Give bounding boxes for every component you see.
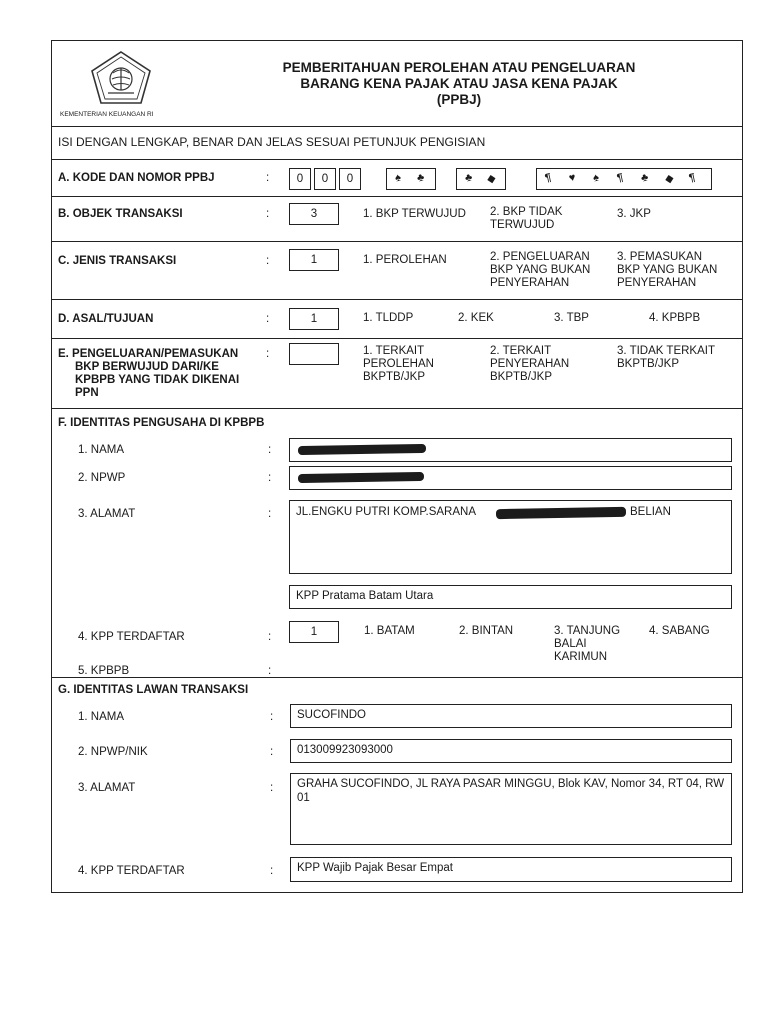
f-kpbpb-box[interactable]: 1	[289, 621, 339, 643]
f-nama-field[interactable]	[289, 438, 732, 462]
g-nama-value: SUCOFINDO	[297, 709, 366, 721]
redacted-glyph: ♠	[393, 171, 403, 185]
asal-option-3: 3. TBP	[554, 312, 589, 324]
code-segment-1[interactable]	[386, 168, 436, 190]
section-d-colon: :	[266, 313, 270, 325]
f-nama-label: 1. NAMA	[78, 444, 125, 456]
asal-option-2: 2. KEK	[458, 312, 494, 324]
g-alamat-field[interactable]: GRAHA SUCOFINDO, JL RAYA PASAR MINGGU, Blok KAV, Nomor 34, RT 04, RW 01	[290, 773, 732, 845]
redacted-glyph: ¶	[687, 171, 697, 185]
kpbpb-option-3a: 3. TANJUNG	[554, 625, 621, 637]
pengeluaran-option-1c: BKPTB/JKP	[363, 371, 425, 383]
f-kpp-field[interactable]	[289, 585, 732, 609]
redaction-mark	[298, 444, 426, 455]
g-nama-label: 1. NAMA	[78, 711, 125, 723]
code-digit-box-3[interactable]: 0	[339, 168, 361, 190]
section-c-label: C. JENIS TRANSAKSI	[58, 255, 177, 267]
pengeluaran-option-2c: BKPTB/JKP	[490, 371, 552, 383]
g-npwp-field[interactable]	[290, 739, 732, 763]
f-nama-colon: :	[268, 444, 272, 456]
section-e-colon: :	[266, 348, 270, 360]
f-alamat-label: 3. ALAMAT	[78, 508, 136, 520]
asal-option-1: 1. TLDDP	[363, 312, 414, 324]
pengeluaran-option-3a: 3. TIDAK TERKAIT	[617, 345, 715, 357]
f-kpp-value: KPP Pratama Batam Utara	[296, 590, 434, 602]
redacted-glyph: ♠	[591, 171, 601, 185]
jenis-option-2b: BKP YANG BUKAN	[490, 264, 591, 276]
g-npwp-value: 013009923093000	[297, 744, 393, 756]
f-npwp-field[interactable]	[289, 466, 732, 490]
jenis-transaksi-box[interactable]: 1	[289, 249, 339, 271]
form-title-line2: BARANG KENA PAJAK ATAU JASA KENA PAJAK	[300, 76, 618, 91]
f-alamat-text-start: JL.ENGKU PUTRI KOMP.SARANA	[296, 506, 476, 518]
asal-option-4: 4. KPBPB	[649, 312, 701, 324]
instruction-text: ISI DENGAN LENGKAP, BENAR DAN JELAS SESUAI PETUNJUK PENGISIAN	[58, 135, 486, 149]
ministry-label: KEMENTERIAN KEUANGAN RI	[60, 111, 154, 118]
section-c-colon: :	[266, 255, 270, 267]
g-nama-field[interactable]	[290, 704, 732, 728]
emblem-icon	[86, 49, 156, 107]
section-e-label-1: E. PENGELUARAN/PEMASUKAN	[58, 348, 239, 360]
ppbj-form	[51, 40, 743, 893]
section-a-label: A. KODE DAN NOMOR PPBJ	[58, 172, 215, 184]
code-digit-box-2[interactable]: 0	[314, 168, 336, 190]
section-g	[52, 678, 742, 892]
f-kpbpb-label: 5. KPBPB	[78, 665, 130, 677]
instruction-row	[52, 127, 742, 160]
objek-option-1: 1. BKP TERWUJUD	[363, 208, 466, 220]
section-b	[52, 197, 742, 242]
pengeluaran-option-2a: 2. TERKAIT	[490, 345, 552, 357]
form-title-line1: PEMBERITAHUAN PEROLEHAN ATAU PENGELUARAN	[282, 60, 636, 75]
redacted-glyph: ♣	[463, 171, 474, 185]
g-kpp-colon: :	[270, 865, 274, 877]
objek-option-2b: TERWUJUD	[490, 219, 555, 231]
f-alamat-text-end: BELIAN	[630, 506, 671, 518]
f-kpp-label: 4. KPP TERDAFTAR	[78, 631, 185, 643]
ministry-logo	[60, 47, 180, 121]
f-npwp-label: 2. NPWP	[78, 472, 126, 484]
objek-option-2a: 2. BKP TIDAK	[490, 206, 563, 218]
f-kpbpb-colon: :	[268, 665, 272, 677]
jenis-option-3c: PENYERAHAN	[617, 277, 697, 289]
code-segment-3[interactable]	[536, 168, 712, 190]
f-kpp-colon: :	[268, 631, 272, 643]
g-kpp-value: KPP Wajib Pajak Besar Empat	[297, 862, 453, 874]
section-e	[52, 339, 742, 409]
objek-option-3: 3. JKP	[617, 208, 651, 220]
section-d-label: D. ASAL/TUJUAN	[58, 313, 154, 325]
jenis-option-2a: 2. PENGELUARAN	[490, 251, 590, 263]
jenis-option-1: 1. PEROLEHAN	[363, 254, 447, 266]
redacted-glyph: ♣	[415, 171, 426, 185]
pengeluaran-option-1b: PEROLEHAN	[363, 358, 434, 370]
form-title-line3: (PPBJ)	[436, 92, 482, 107]
section-b-label: B. OBJEK TRANSAKSI	[58, 208, 183, 220]
redacted-glyph: ¶	[615, 171, 625, 185]
kpbpb-option-2: 2. BINTAN	[459, 625, 514, 637]
pengeluaran-option-3b: BKPTB/JKP	[617, 358, 679, 370]
g-npwp-label: 2. NPWP/NIK	[78, 746, 148, 758]
section-c	[52, 242, 742, 300]
jenis-option-3b: BKP YANG BUKAN	[617, 264, 718, 276]
g-alamat-colon: :	[270, 782, 274, 794]
g-kpp-field[interactable]	[290, 857, 732, 882]
f-alamat-colon: :	[268, 508, 272, 520]
section-e-label-2: BKP BERWUJUD DARI/KE	[75, 361, 219, 373]
pengeluaran-option-2b: PENYERAHAN	[490, 358, 570, 370]
section-f	[52, 409, 742, 678]
kpbpb-option-3b: BALAI	[554, 638, 587, 650]
kpbpb-option-3c: KARIMUN	[554, 651, 608, 663]
kpbpb-option-1: 1. BATAM	[364, 625, 415, 637]
f-npwp-colon: :	[268, 472, 272, 484]
redacted-glyph: ¶	[543, 171, 553, 185]
f-alamat-field[interactable]	[289, 500, 732, 574]
redacted-glyph: ♥	[567, 171, 577, 185]
redaction-mark	[298, 472, 424, 483]
g-npwp-colon: :	[270, 746, 274, 758]
jenis-option-2c: PENYERAHAN	[490, 277, 570, 289]
g-kpp-label: 4. KPP TERDAFTAR	[78, 865, 185, 877]
section-f-label: F. IDENTITAS PENGUSAHA DI KPBPB	[58, 417, 265, 429]
redacted-glyph: ◆	[663, 172, 675, 186]
pengeluaran-option-1a: 1. TERKAIT	[363, 345, 425, 357]
code-segment-2[interactable]	[456, 168, 506, 190]
section-d	[52, 300, 742, 339]
section-a-colon: :	[266, 172, 270, 184]
asal-tujuan-box[interactable]: 1	[289, 308, 339, 330]
kpbpb-option-4: 4. SABANG	[649, 625, 710, 637]
section-e-label-3: KPBPB YANG TIDAK DIKENAI	[75, 374, 240, 386]
redacted-glyph: ♣	[639, 171, 650, 185]
redacted-glyph: ◆	[485, 172, 497, 186]
section-b-colon: :	[266, 208, 270, 220]
g-alamat-label: 3. ALAMAT	[78, 782, 136, 794]
g-nama-colon: :	[270, 711, 274, 723]
objek-transaksi-box[interactable]: 3	[289, 203, 339, 225]
section-g-label: G. IDENTITAS LAWAN TRANSAKSI	[58, 684, 249, 696]
code-digit-box-1[interactable]: 0	[289, 168, 311, 190]
jenis-option-3a: 3. PEMASUKAN	[617, 251, 702, 263]
pengeluaran-pemasukan-box[interactable]	[289, 343, 339, 365]
redaction-mark	[496, 507, 626, 519]
section-a	[52, 160, 742, 197]
section-e-label-4: PPN	[75, 387, 99, 399]
form-header	[52, 41, 742, 127]
